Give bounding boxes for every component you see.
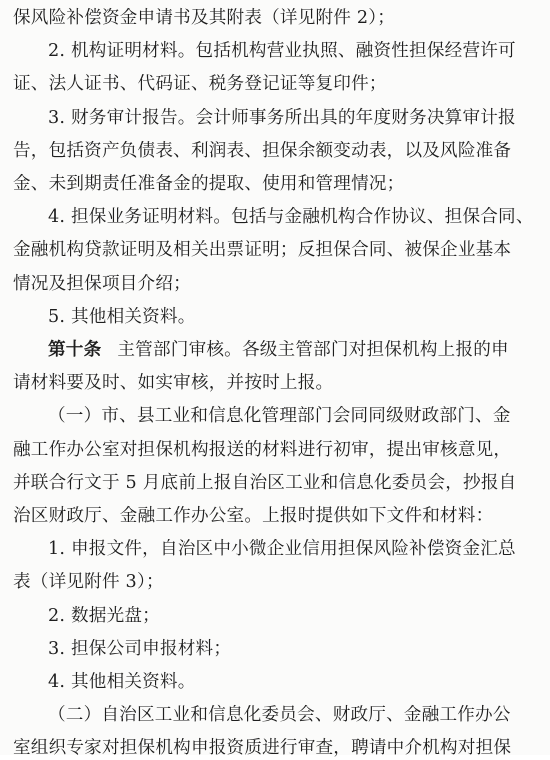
text-line: 情况及担保项目介绍； — [13, 273, 191, 294]
text-line: 3. 担保公司申报材料； — [48, 638, 232, 659]
text-line: 3. 财务审计报告。会计师事务所出具的年度财务决算审计报 — [48, 107, 516, 128]
text-line: 请材料要及时、如实审核，并按时上报。 — [13, 373, 334, 394]
text-line: 4. 其他相关资料。 — [48, 672, 196, 692]
article-10-line — [48, 338, 509, 362]
text-line: 2. 机构证明材料。包括机构营业执照、融资性担保经营许可 — [48, 41, 516, 62]
text-line: 金融机构贷款证明及相关出票证明；反担保合同、被保企业基本 — [13, 240, 512, 261]
text-line: 证、法人证书、代码证、税务登记证等复印件； — [13, 74, 387, 95]
text-line: 告，包括资产负债表、利润表、担保余额变动表，以及风险准备 — [13, 140, 512, 161]
text-line: 融工作办公室对担保机构报送的材料进行初审，提出审核意见， — [13, 439, 512, 460]
text-line: 2. 数据光盘； — [48, 605, 160, 626]
text-line: 4. 担保业务证明材料。包括与金融机构合作协议、担保合同、 — [48, 207, 534, 228]
text-line: 室组织专家对担保机构申报资质进行审查，聘请中介机构对担保 — [13, 738, 512, 759]
text-line: （二）自治区工业和信息化委员会、财政厅、金融工作办公 — [48, 705, 511, 726]
text-line: 金、未到期责任准备金的提取、使用和管理情况； — [13, 174, 405, 194]
text-line: （一）市、县工业和信息化管理部门会同同级财政部门、金 — [48, 406, 511, 427]
article-10-heading: 第十条 — [48, 339, 102, 360]
text-line: 5. 其他相关资料。 — [48, 306, 196, 327]
text-line: 1. 申报文件，自治区中小微企业信用担保风险补偿资金汇总 — [48, 539, 516, 560]
text-line: 治区财政厅、金融工作办公室。上报时提供如下文件和材料： — [13, 506, 494, 526]
text-line: 表（详见附件 3）； — [13, 572, 164, 593]
text-line: 保风险补偿资金申请书及其附表（详见附件 2）； — [13, 8, 396, 28]
article-10-text: 主管部门审核。各级主管部门对担保机构上报的申 — [117, 340, 509, 360]
text-line: 并联合行文于 5 月底前上报自治区工业和信息化委员会，抄报自 — [13, 472, 517, 493]
